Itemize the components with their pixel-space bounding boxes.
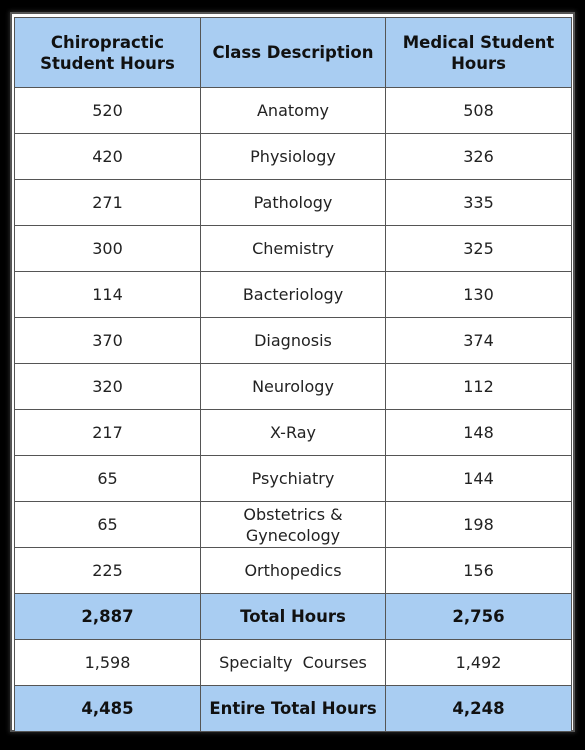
header-chiropractic-hours: Chiropractic Student Hours [15,18,201,88]
chiropractic-hours-cell: 2,887 [15,594,201,640]
chiropractic-hours-cell: 320 [15,364,201,410]
table-row [15,226,572,272]
chiropractic-hours-cell: 217 [15,410,201,456]
medical-hours-cell: 326 [386,134,572,180]
table-row [15,318,572,364]
class-description-cell: Specialty Courses [201,640,386,686]
class-description-cell: X-Ray [201,410,386,456]
total-row [15,594,572,640]
chiropractic-hours-cell: 271 [15,180,201,226]
class-description-cell: Anatomy [201,88,386,134]
class-description-cell: Obstetrics & Gynecology [201,502,386,548]
table-row [15,502,572,548]
medical-hours-cell: 144 [386,456,572,502]
table-row [15,134,572,180]
medical-hours-cell: 112 [386,364,572,410]
medical-hours-cell: 198 [386,502,572,548]
medical-hours-cell: 335 [386,180,572,226]
table-row [15,364,572,410]
chiropractic-hours-cell: 1,598 [15,640,201,686]
total-row [15,686,572,732]
class-description-cell: Orthopedics [201,548,386,594]
chiropractic-hours-cell: 370 [15,318,201,364]
chiropractic-hours-cell: 65 [15,456,201,502]
chiropractic-hours-cell: 65 [15,502,201,548]
class-description-cell: Diagnosis [201,318,386,364]
medical-hours-cell: 2,756 [386,594,572,640]
table-row [15,272,572,318]
header-row [15,18,572,88]
hours-comparison-table [14,17,572,732]
medical-hours-cell: 148 [386,410,572,456]
table-row [15,456,572,502]
chiropractic-hours-cell: 225 [15,548,201,594]
chiropractic-hours-cell: 420 [15,134,201,180]
chiropractic-hours-cell: 520 [15,88,201,134]
class-description-cell: Physiology [201,134,386,180]
medical-hours-cell: 374 [386,318,572,364]
class-description-cell: Pathology [201,180,386,226]
class-description-cell: Chemistry [201,226,386,272]
class-description-cell: Bacteriology [201,272,386,318]
chiropractic-hours-cell: 300 [15,226,201,272]
table-row [15,88,572,134]
table-row [15,640,572,686]
table-row [15,410,572,456]
chiropractic-hours-cell: 4,485 [15,686,201,732]
medical-hours-cell: 508 [386,88,572,134]
class-description-cell: Neurology [201,364,386,410]
header-medical-hours: Medical Student Hours [386,18,572,88]
medical-hours-cell: 1,492 [386,640,572,686]
medical-hours-cell: 130 [386,272,572,318]
medical-hours-cell: 156 [386,548,572,594]
chiropractic-hours-cell: 114 [15,272,201,318]
table-body [15,88,572,732]
medical-hours-cell: 4,248 [386,686,572,732]
table-row [15,180,572,226]
class-description-cell: Psychiatry [201,456,386,502]
class-description-cell: Total Hours [201,594,386,640]
header-class-description: Class Description [201,18,386,88]
table-row [15,548,572,594]
class-description-cell: Entire Total Hours [201,686,386,732]
table-frame [10,12,575,732]
medical-hours-cell: 325 [386,226,572,272]
